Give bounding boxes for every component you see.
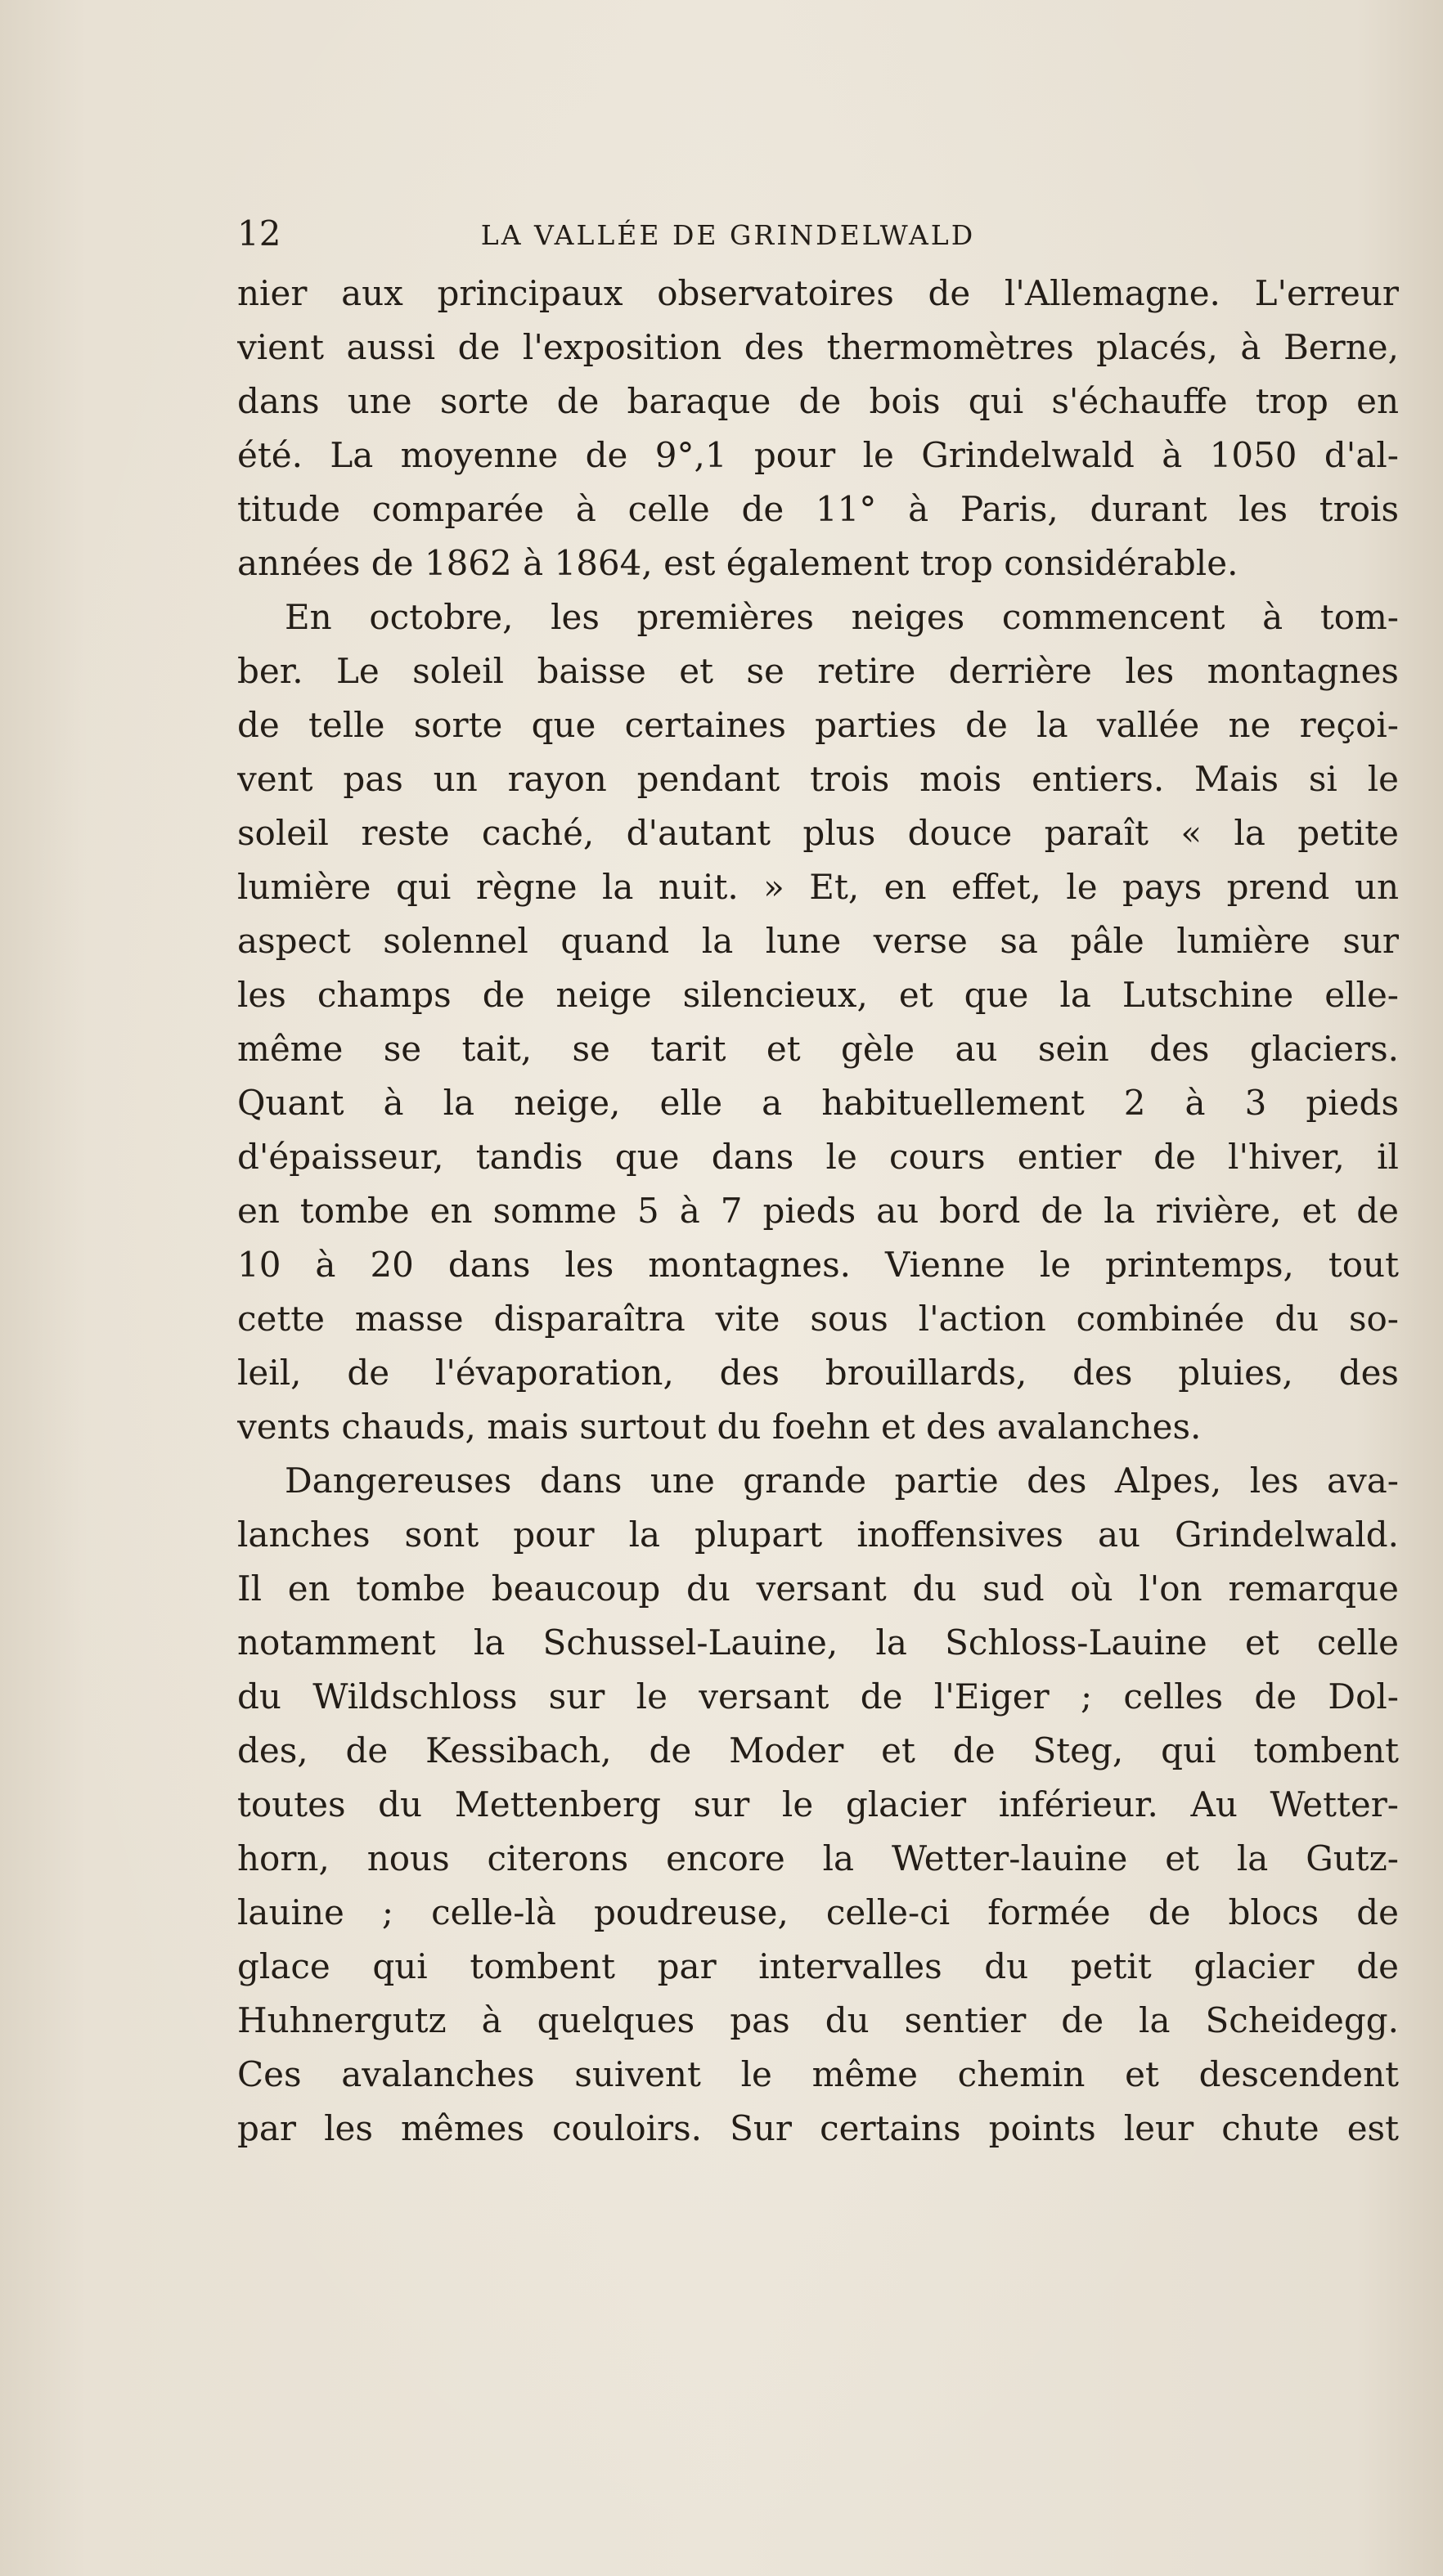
paragraph-start-line: Dangereuses dans une grande partie des Alpes, les ava- (285, 1461, 1399, 1501)
text-line: ber. Le soleil baisse et se retire derrière les montagnes (237, 651, 1399, 691)
text-line: en tombe en somme 5 à 7 pieds au bord de la rivière, et de (237, 1191, 1399, 1231)
paragraph-start-line: En octobre, les premières neiges commencent à tom- (285, 597, 1399, 637)
text-line: titude comparée à celle de 11° à Paris, durant les trois (237, 489, 1399, 529)
text-line: lauine ; celle-là poudreuse, celle-ci formée de blocs de (237, 1892, 1399, 1932)
text-line: Quant à la neige, elle a habituellement 2 à 3 pieds (237, 1083, 1399, 1123)
page-header (237, 209, 1399, 258)
text-line: des, de Kessibach, de Moder et de Steg, qui tombent (237, 1730, 1399, 1770)
text-line: vent pas un rayon pendant trois mois entiers. Mais si le (237, 759, 1399, 799)
text-line: toutes du Mettenberg sur le glacier inférieur. Au Wetter- (237, 1784, 1399, 1824)
text-line: 10 à 20 dans les montagnes. Vienne le printemps, tout (237, 1245, 1399, 1285)
text-line: notamment la Schussel-Lauine, la Schloss-Lauine et celle (237, 1622, 1399, 1663)
text-line: cette masse disparaîtra vite sous l'action combinée du so- (237, 1299, 1399, 1339)
text-line: de telle sorte que certaines parties de la vallée ne reçoi- (237, 705, 1399, 745)
text-line: horn, nous citerons encore la Wetter-lauine et la Gutz- (237, 1838, 1399, 1878)
text-line: été. La moyenne de 9°,1 pour le Grindelwald à 1050 d'al- (237, 435, 1399, 475)
text-line: Huhnergutz à quelques pas du sentier de la Scheidegg. (237, 2000, 1399, 2040)
text-line: années de 1862 à 1864, est également trop considérable. (237, 543, 1238, 583)
text-line: glace qui tombent par intervalles du petit glacier de (237, 1946, 1399, 1986)
text-line: lumière qui règne la nuit. » Et, en effet, le pays prend un (237, 867, 1399, 907)
text-line: par les mêmes couloirs. Sur certains points leur chute est (237, 2108, 1399, 2148)
text-line: lanches sont pour la plupart inoffensives au Grindelwald. (237, 1515, 1399, 1555)
text-line: vient aussi de l'exposition des thermomètres placés, à Berne, (237, 327, 1399, 367)
text-line: vents chauds, mais surtout du foehn et des avalanches. (237, 1407, 1202, 1447)
text-line: leil, de l'évaporation, des brouillards, des pluies, des (237, 1353, 1399, 1393)
text-line: soleil reste caché, d'autant plus douce paraît « la petite (237, 813, 1399, 853)
text-line: les champs de neige silencieux, et que la Lutschine elle- (237, 975, 1399, 1015)
text-line: Ces avalanches suivent le même chemin et descendent (237, 2054, 1399, 2094)
text-line: dans une sorte de baraque de bois qui s'échauffe trop en (237, 381, 1399, 421)
text-line: du Wildschloss sur le versant de l'Eiger ; celles de Dol- (237, 1676, 1399, 1717)
text-line: Il en tombe beaucoup du versant du sud où l'on remarque (237, 1568, 1399, 1609)
text-line: nier aux principaux observatoires de l'Allemagne. L'erreur (237, 273, 1399, 313)
text-line: même se tait, se tarit et gèle au sein des glaciers. (237, 1029, 1399, 1069)
page-number: 12 (237, 213, 281, 254)
text-line: d'épaisseur, tandis que dans le cours entier de l'hiver, il (237, 1137, 1399, 1177)
running-title: LA VALLÉE DE GRINDELWALD (480, 219, 976, 251)
text-line: aspect solennel quand la lune verse sa pâle lumière sur (237, 921, 1399, 961)
body-text (237, 267, 1399, 2156)
